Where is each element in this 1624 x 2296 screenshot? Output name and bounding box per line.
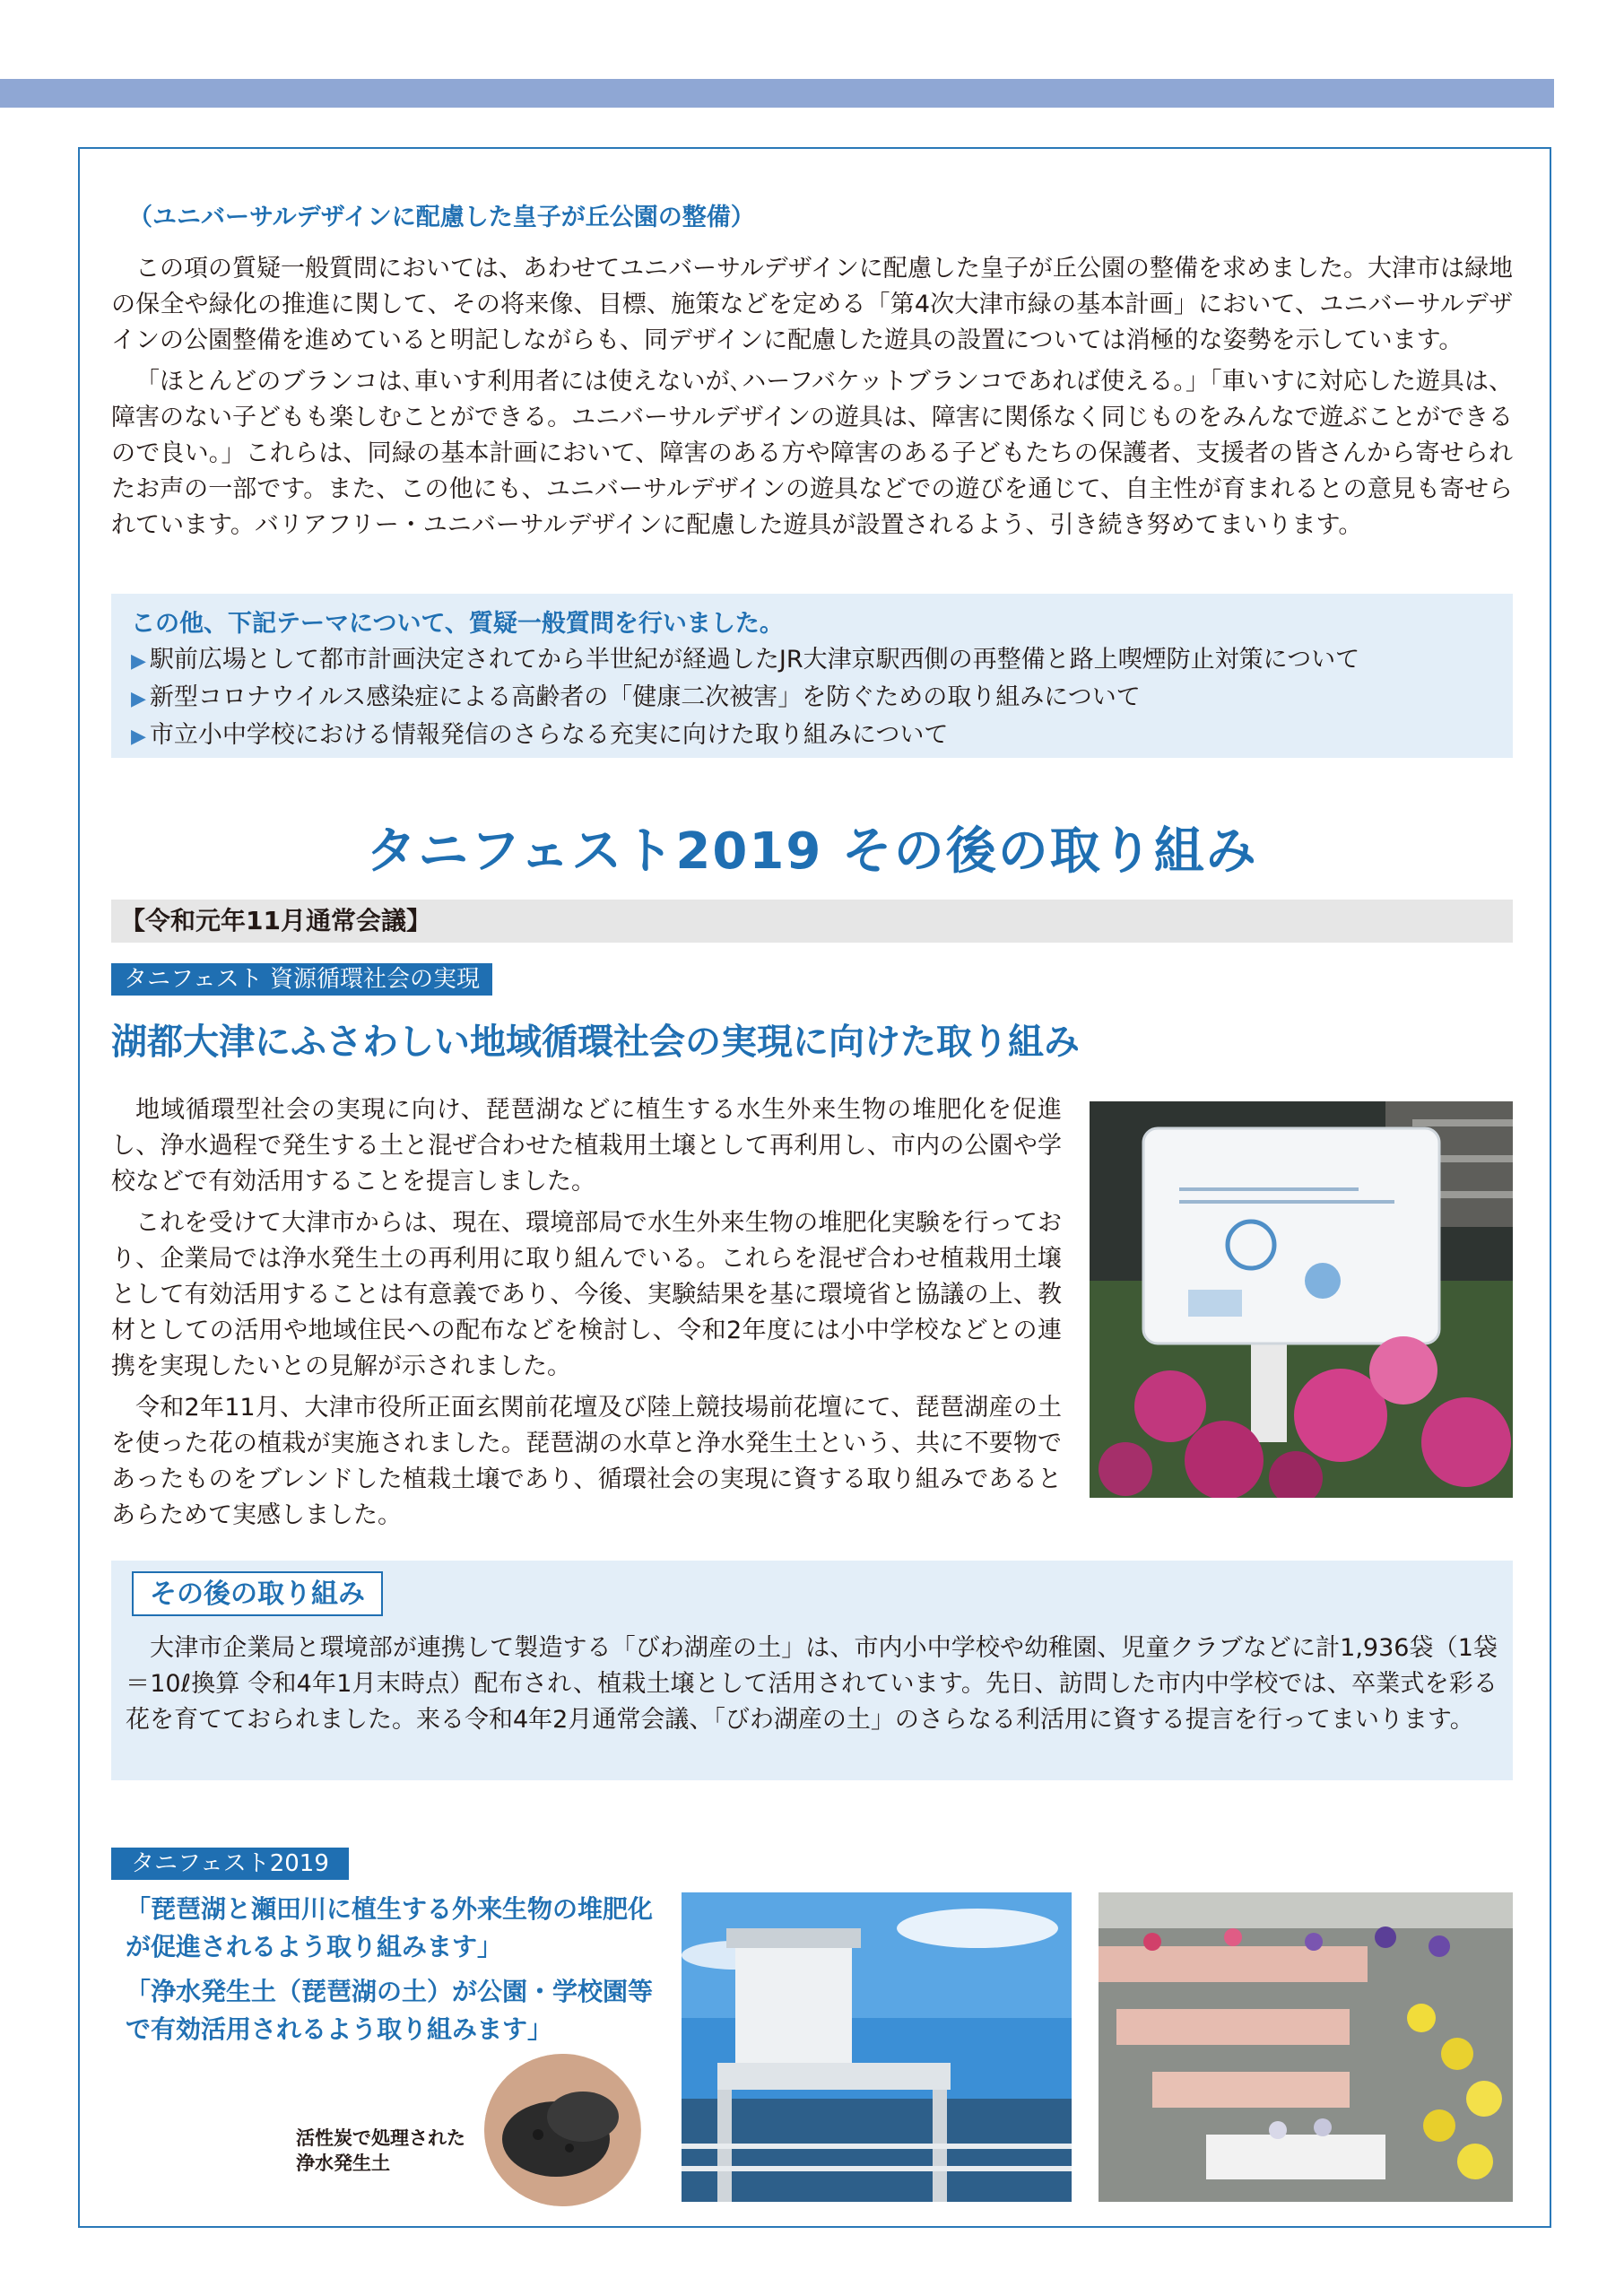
water-intake-tower-photo bbox=[682, 1892, 1072, 2202]
soil-caption bbox=[296, 2126, 465, 2176]
sub-title: 湖都大津にふさわしい地域循環社会の実現に向けた取り組み bbox=[111, 1022, 1080, 1063]
caption-line: 活性炭で処理された bbox=[296, 2127, 465, 2149]
tanifest-tag: タニフェスト2019 bbox=[111, 1848, 349, 1880]
flowerbed-sign-photo bbox=[1090, 1101, 1513, 1498]
paragraph: 「ほとんどのブランコは､車いす利用者には使えないが､ハーフバケットブランコであれば使える｡」「車いすに対応した遊具は、障害のない子どもも楽しむことができる。ユニバーサルデザインの遊具は、障害に関係なく同じものをみんなで遊ぶことができるので良い。」これらは、同緑の基本計画において、障害のある方や障害のある子どもたちの保護者、支援者の皆さんから寄せられたお声の一部です。また、この他にも、ユニバーサルデザインの遊具などでの遊びを通じて、自主性が育まれるとの意見も寄せられています。バリアフリー・ユニバーサルデザインに配慮した遊具が設置されるよう、引き続き努めてまいります。 bbox=[111, 368, 1513, 539]
flowerbed-sign-illustration bbox=[1090, 1101, 1513, 1498]
top-color-bar bbox=[0, 79, 1554, 108]
topic-item bbox=[131, 718, 1493, 755]
topic-item bbox=[131, 642, 1493, 680]
other-topics-lead: この他、下記テーマについて、質疑一般質問を行いました。 bbox=[131, 610, 784, 638]
topic-text: 駅前広場として都市計画決定されてから半世紀が経過したJR大津京駅西側の再整備と路上喫煙防止対策について bbox=[149, 646, 1360, 674]
hand-with-soil-illustration bbox=[484, 2054, 641, 2206]
topic-text: 市立小中学校における情報発信のさらなる充実に向けた取り組みについて bbox=[149, 721, 949, 749]
after-title: その後の取り組み bbox=[132, 1571, 383, 1616]
section-heading-universal-park: （ユニバーサルデザインに配慮した皇子が丘公園の整備） bbox=[128, 204, 755, 231]
other-topics-box bbox=[111, 594, 1513, 758]
theme-tag: タニフェスト 資源循環社会の実現 bbox=[111, 963, 492, 996]
triangle-bullet-icon: ▶ bbox=[131, 650, 146, 673]
paragraph: 令和2年11月、大津市役所正面玄関前花壇及び陸上競技場前花壇にて、琵琶湖産の土を使った花の植栽が実施されました。琵琶湖の水草と浄水発生土という、共に不要物であったものをブレンドした植栽土壌であり、循環社会の実現に資する取り組みであるとあらためて実感しました。 bbox=[111, 1394, 1062, 1529]
paragraph: 地域循環型社会の実現に向け、琵琶湖などに植生する水生外来生物の堆肥化を促進し、浄水過程で発生する土と混ぜ合わせた植栽用土壌として再利用し、市内の公園や学校などで有効活用することを提言しました。 bbox=[111, 1096, 1062, 1196]
promise-2: 「浄水発生土（琵琶湖の土）が公園・学校園等で有効活用されるよう取り組みます」 bbox=[126, 1977, 654, 2044]
meeting-bar: 【令和元年11月通常会議】 bbox=[111, 900, 1513, 943]
main-title: タニフェスト2019 その後の取り組み bbox=[366, 822, 1258, 881]
triangle-bullet-icon: ▶ bbox=[131, 726, 146, 748]
after-body bbox=[126, 1631, 1498, 1738]
water-intake-tower-illustration bbox=[682, 1892, 1072, 2202]
promise-1: 「琵琶湖と瀬田川に植生する外来生物の堆肥化が促進されるよう取り組みます」 bbox=[126, 1894, 654, 1961]
paragraph: これを受けて大津市からは、現在、環境部局で水生外来生物の堆肥化実験を行っており、企業局では浄水発生土の再利用に取り組んでいる。これらを混ぜ合わせ植栽用土壌として有効活用することは有意義であり、今後、実験結果を基に環境省と協議の上、教材としての活用や地域住民への配布などを検討し、令和2年度には小中学校などとの連携を実現したいとの見解が示されました。 bbox=[111, 1209, 1062, 1380]
hand-with-soil-photo bbox=[484, 2054, 641, 2206]
triangle-bullet-icon: ▶ bbox=[131, 688, 146, 710]
paragraph: この項の質疑一般質問においては、あわせてユニバーサルデザインに配慮した皇子が丘公園の整備を求めました。大津市は緑地の保全や緑化の推進に関して、その将来像、目標、施策などを定める「第4次大津市緑の基本計画」において、ユニバーサルデザインの公園整備を進めていると明記しながらも、同デザインに配慮した遊具の設置については消極的な姿勢を示しています。 bbox=[111, 255, 1513, 354]
section-body-universal-park bbox=[111, 251, 1513, 544]
section-body-circular-society bbox=[111, 1092, 1062, 1534]
topic-text: 新型コロナウイルス感染症による高齢者の「健康二次被害」を防ぐための取り組みについて bbox=[149, 683, 1141, 711]
topic-item bbox=[131, 680, 1493, 718]
flower-planters-illustration bbox=[1099, 1892, 1513, 2202]
caption-line: 浄水発生土 bbox=[296, 2152, 390, 2174]
paragraph: 大津市企業局と環境部が連携して製造する「びわ湖産の土」は、市内小中学校や幼稚園、児童クラブなどに計1,936袋（1袋＝10ℓ換算 令和4年1月末時点）配布され、植栽土壌として活用されています。先日、訪問した市内中学校では、卒業式を彩る花を育てておられました。来る令和4年2月通常会議、「びわ湖産の土」のさらなる利活用に資する提言を行ってまいります。 bbox=[126, 1634, 1498, 1734]
flower-planters-photo bbox=[1099, 1892, 1513, 2202]
